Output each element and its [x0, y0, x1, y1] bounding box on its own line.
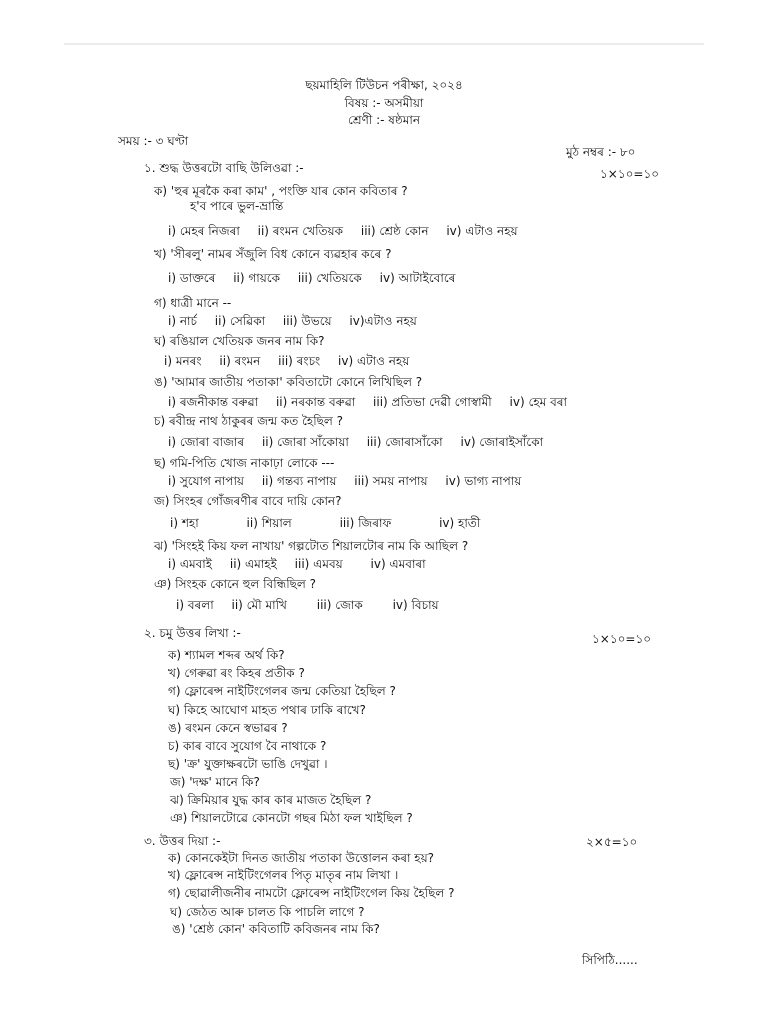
option: ii) গায়কে — [233, 271, 281, 285]
s1-question: জ) সিংহৰ গোঁজৰণীৰ বাবে দায়ি কোন? — [154, 494, 342, 508]
option: iv) আটাইবোৰে — [379, 271, 456, 285]
class-line: শ্ৰেণী :- ষষ্ঠমান — [347, 113, 421, 127]
s1-question: ছ) গমি-পিতি খোজ নাকাঢ়া লোকে --- — [154, 456, 335, 470]
option: iii) সময় নাপায় — [354, 474, 428, 488]
section2-heading: ২. চমু উত্তৰ লিখা :- — [144, 626, 241, 640]
exam-title: ছয়মাহিলি টিউচন পৰীক্ষা, ২০২৪ — [305, 78, 463, 92]
option: iv) হেম বৰা — [509, 395, 568, 409]
s1-options — [168, 394, 581, 410]
option: ii) ৰংমন খেতিয়ক — [257, 224, 344, 238]
s1-question-line2: হ'ব পাৰে ভুল-ভ্ৰান্তি — [190, 199, 284, 213]
s2-question: খ) গেৰুৱা ৰং কিহৰ প্ৰতীক ? — [168, 666, 305, 680]
section2-marks: ১×১০=১০ — [592, 632, 652, 646]
s3-question: গ) ছোৱালীজনীৰ নামটো ফ্লোৰেন্স নাইটিংগেল কিয় হৈছিল ? — [168, 886, 455, 900]
option: iv) এটাও নহয় — [446, 224, 518, 238]
page-top-border — [64, 43, 704, 45]
option: iv) হাতী — [439, 516, 481, 530]
s1-options — [170, 515, 494, 531]
page-footer: সিপিঠি...... — [582, 953, 638, 967]
option: iii) উভয়ে — [282, 314, 332, 328]
option: iii) জোক — [316, 598, 363, 612]
s3-question: ঘ) জেঠত আৰু চালত কি পাচলি লাগে ? — [170, 905, 365, 919]
s1-question: চ) ৰবীন্দ্ৰ নাথ ঠাকুৰৰ জন্ম কত হৈছিল ? — [154, 414, 344, 428]
s1-options — [176, 597, 453, 613]
s1-question: ঙ) 'আমাৰ জাতীয় পতাকা' কবিতাটো কোনে লিখিছিল ? — [154, 375, 423, 389]
option: iii) ৰংচং — [278, 354, 321, 368]
option: ii) নৰকান্ত বৰুৱা — [275, 395, 356, 409]
section3-marks: ২×৫=১০ — [586, 835, 638, 849]
s1-options — [168, 473, 535, 489]
option: iv) এটাও নহয় — [338, 354, 410, 368]
s1-question: ঝ) 'সিংহই কিয় ফল নাখায়' গল্পটোত শিয়ালটোৰ নাম কি আছিল ? — [154, 539, 469, 553]
option: iv) এমবাৰা — [370, 557, 426, 571]
s1-options — [168, 556, 440, 572]
s1-question: গ) ধাত্ৰী মানে -- — [154, 296, 232, 310]
s2-question: ঘ) কিহে আঘোণ মাহত পথাৰ ঢাকি ৰাখে? — [168, 703, 366, 717]
option: i) মেহৰ নিজৰা — [168, 224, 240, 238]
option: iv) জোৰাইসাঁকো — [460, 435, 544, 449]
option: i) জোৰা বাজাৰ — [168, 435, 245, 449]
option: iii) এমবয় — [294, 557, 343, 571]
s2-question: ক) শ্যামল শব্দৰ অৰ্থ কি? — [168, 648, 285, 662]
option: i) নাৰ্চ — [168, 314, 197, 328]
s3-question: খ) ফ্লোৰেন্স নাইটিংগেলৰ পিতৃ মাতৃৰ নাম লিখা । — [168, 868, 399, 882]
option: ii) ৰংমন — [219, 354, 261, 368]
s2-question: ঞ) শিয়ালটোৱে কোনটো গছৰ মিঠা ফল খাইছিল ? — [170, 811, 413, 825]
section3-heading: ৩. উত্তৰ দিয়া :- — [144, 834, 221, 848]
option: i) এমবাই — [168, 557, 213, 571]
s1-options — [164, 353, 423, 369]
s1-options — [168, 223, 532, 239]
option: iii) শ্ৰেষ্ঠ কোন — [360, 224, 429, 238]
option: i) ৰজনীকান্ত বৰুৱা — [168, 395, 259, 409]
s2-question: গ) ফ্লোৰেন্স নাইটিংগেলৰ জন্ম কেতিয়া হৈছিল ? — [168, 684, 396, 698]
s2-question: চ) কাৰ বাবে সুযোগ বৈ নাথাকে ? — [168, 739, 327, 753]
option: i) বৰলা — [176, 598, 214, 612]
option: ii) মৌ মাখি — [231, 598, 287, 612]
option: iv) ভাগ্য নাপায় — [445, 474, 522, 488]
option: ii) জোৰা সাঁকোয়া — [261, 435, 349, 449]
s2-question: ছ) 'ক্ৰ' যুক্তাক্ষৰটো ভাঙি দেখুৱা । — [168, 757, 328, 771]
section1-marks: ১×১০=১০ — [600, 167, 660, 181]
s1-question: খ) 'সীৰলু' নামৰ সঁজুলি বিধ কোনে ব্যৱহাৰ কৰে ? — [154, 247, 392, 261]
option: i) মনৰং — [164, 354, 202, 368]
s1-question: ঞ) সিংহক কোনে হুল বিন্ধিছিল ? — [154, 577, 317, 591]
s1-question: ঘ) ৰঙিয়াল খেতিয়ক জনৰ নাম কি? — [154, 334, 325, 348]
time-label: সময় :- ৩ ঘণ্টা — [118, 134, 189, 148]
option: ii) সেৱিকা — [214, 314, 266, 328]
s3-question: ক) কোনকেইটা দিনত জাতীয় পতাকা উত্তোলন কৰা হয়? — [168, 851, 435, 865]
section1-heading: ১. শুদ্ধ উত্তৰটো বাছি উলিওৱা :- — [144, 161, 304, 175]
option: i) সুযোগ নাপায় — [168, 474, 244, 488]
option: iii) জিৰাফ — [339, 516, 392, 530]
option: ii) এমাহই — [229, 557, 277, 571]
option: i) শহা — [170, 516, 199, 530]
option: iii) জোৰাসাঁকো — [366, 435, 443, 449]
option: iv) বিচায় — [392, 598, 439, 612]
option: ii) গন্তব্য নাপায় — [261, 474, 337, 488]
s2-question: জ) 'দক্ষ' মানে কি? — [170, 775, 260, 789]
option: iii) খেতিয়কে — [297, 271, 362, 285]
s1-options — [168, 270, 469, 286]
option: i) ডাক্তৰে — [168, 271, 216, 285]
option: iv)এটাও নহয় — [349, 314, 417, 328]
s2-question: ঙ) ৰংমন কেনে স্বভাৱৰ ? — [168, 721, 288, 735]
option: iii) প্ৰতিভা দেৱী গোস্বামী — [373, 395, 492, 409]
subject-line: বিষয় :- অসমীয়া — [344, 96, 424, 110]
s3-question: ঙ) 'শ্ৰেষ্ঠ কোন' কবিতাটি কবিজনৰ নাম কি? — [172, 922, 380, 936]
option: ii) শিয়াল — [246, 516, 292, 530]
s1-question: ক) 'হুৰ মূৰকৈ কৰা কাম' , পংক্তি যাৰ কোন কবিতাৰ ? — [154, 184, 408, 198]
s1-options — [168, 434, 557, 450]
total-marks: মুঠ নম্বৰ :- ৮০ — [566, 145, 636, 159]
s2-question: ঝ) ক্ৰিমিয়াৰ যুদ্ধ কাৰ কাৰ মাজত হৈছিল ? — [170, 793, 372, 807]
s1-options — [168, 313, 431, 329]
